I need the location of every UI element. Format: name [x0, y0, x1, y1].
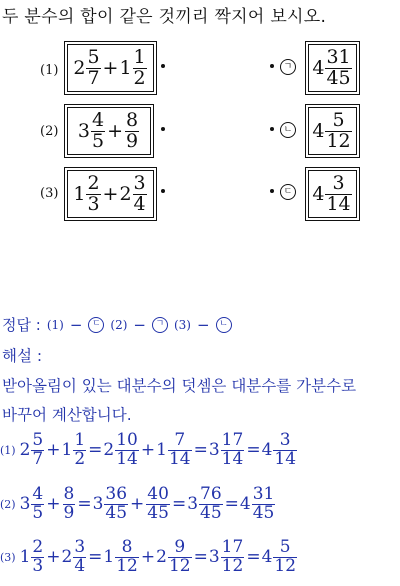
- numerator: 8: [63, 484, 75, 504]
- numerator: 40: [147, 484, 169, 504]
- left-item-expr-1: [73, 45, 147, 89]
- explanation-line-2: 바꾸어 계산합니다.: [2, 406, 132, 424]
- fraction: [86, 171, 100, 215]
- denominator: 12: [326, 129, 351, 152]
- numerator: 3: [279, 430, 291, 450]
- fraction: [325, 171, 351, 215]
- solution-2: [0, 486, 276, 523]
- explanation-label: 해설 :: [2, 347, 43, 365]
- left-item-box-2: [64, 104, 154, 158]
- fraction: [104, 486, 128, 523]
- whole-part: 3: [92, 494, 104, 515]
- denominator: 4: [133, 192, 146, 215]
- solution-num-2: (2): [0, 497, 16, 511]
- solution-expr-3: [20, 539, 298, 576]
- whole-part: 1: [103, 547, 115, 568]
- fraction: [86, 45, 100, 89]
- numerator: 3: [74, 537, 86, 557]
- numerator: 4: [91, 108, 105, 131]
- match-dot-right-2[interactable]: [270, 127, 274, 131]
- fraction: [133, 171, 147, 215]
- left-item-box-1: [64, 41, 157, 95]
- operator: +: [140, 547, 156, 568]
- numerator: 2: [32, 537, 44, 557]
- answer-marker-1-icon: ㄷ: [88, 317, 104, 333]
- right-item-box-2: [305, 104, 360, 158]
- whole-part: 3: [208, 547, 220, 568]
- operator: =: [88, 440, 103, 461]
- denominator: 45: [326, 66, 351, 89]
- left-item-expr-2: [77, 108, 140, 152]
- numerator: 17: [221, 430, 244, 450]
- whole-part: 2: [19, 440, 31, 461]
- operator: =: [224, 494, 239, 515]
- denominator: 14: [168, 448, 191, 469]
- denominator: 45: [147, 502, 169, 523]
- fraction: [31, 486, 44, 523]
- fraction: [91, 108, 105, 152]
- answer-num-1: (1): [46, 317, 64, 332]
- denominator: 12: [221, 555, 244, 576]
- fraction: [125, 108, 139, 152]
- fraction: [168, 539, 192, 576]
- operator: =: [88, 547, 103, 568]
- denominator: 4: [74, 555, 86, 576]
- solution-expr-2: [20, 486, 277, 523]
- match-dot-left-2[interactable]: [161, 127, 165, 131]
- match-dot-left-3[interactable]: [161, 189, 165, 193]
- operator: =: [246, 547, 261, 568]
- fraction: [168, 432, 192, 469]
- marker-digeut-icon: ㄷ: [280, 184, 296, 200]
- fraction: [146, 486, 170, 523]
- whole-part: 4: [312, 183, 325, 205]
- numerator: 17: [221, 537, 244, 557]
- numerator: 3: [332, 171, 345, 194]
- whole-part: 4: [261, 547, 273, 568]
- fraction: [73, 539, 86, 576]
- answer-dash-3: −: [196, 315, 210, 334]
- left-item-label-3: (3): [40, 186, 59, 201]
- numerator: 9: [174, 537, 186, 557]
- numerator: 31: [252, 484, 275, 504]
- fraction: [115, 432, 139, 469]
- numerator: 8: [121, 537, 133, 557]
- answer-dash-2: −: [133, 315, 146, 334]
- whole-part: 2: [119, 183, 132, 205]
- solution-3: [0, 539, 298, 576]
- numerator: 3: [133, 171, 146, 194]
- fraction: [73, 432, 86, 469]
- explanation-line-1: 받아올림이 있는 대분수의 덧셈은 대분수를 가분수로: [2, 377, 357, 395]
- whole-part: 4: [312, 120, 325, 142]
- solution-1: [0, 432, 298, 469]
- denominator: 3: [87, 192, 100, 215]
- fraction: [31, 432, 44, 469]
- match-dot-right-3[interactable]: [270, 189, 274, 193]
- denominator: 45: [252, 502, 275, 523]
- denominator: 2: [133, 66, 146, 89]
- whole-part: 3: [19, 494, 31, 515]
- whole-part: 2: [103, 440, 115, 461]
- denominator: 12: [274, 555, 297, 576]
- whole-part: 3: [77, 120, 90, 142]
- operator: +: [46, 494, 61, 515]
- answer-label: 정답 :: [2, 316, 41, 334]
- denominator: 5: [32, 502, 44, 523]
- operator: +: [140, 440, 156, 461]
- operator: +: [107, 120, 123, 142]
- numerator: 31: [326, 45, 351, 68]
- answer-num-3: (3): [173, 317, 191, 332]
- fraction: [273, 432, 297, 469]
- fraction: [325, 45, 351, 89]
- left-item-label-2: (2): [40, 124, 59, 139]
- solution-expr-1: [20, 432, 298, 469]
- right-item-value-1: [312, 45, 352, 89]
- numerator: 7: [174, 430, 186, 450]
- right-item-box-3: [305, 167, 360, 221]
- operator: +: [46, 440, 61, 461]
- numerator: 76: [200, 484, 222, 504]
- answer-marker-3-icon: ㄴ: [216, 317, 232, 333]
- numerator: 10: [116, 430, 138, 450]
- denominator: 14: [274, 448, 297, 469]
- match-dot-left-1[interactable]: [161, 64, 165, 68]
- operator: +: [46, 547, 61, 568]
- operator: +: [130, 494, 145, 515]
- numerator: 36: [105, 484, 128, 504]
- numerator: 1: [133, 45, 146, 68]
- fraction: [252, 486, 276, 523]
- whole-part: 2: [61, 547, 73, 568]
- solution-num-1: (1): [0, 443, 16, 457]
- fraction: [133, 45, 147, 89]
- fraction: [199, 486, 223, 523]
- operator: =: [246, 440, 261, 461]
- denominator: 7: [87, 66, 100, 89]
- whole-part: 4: [239, 494, 251, 515]
- marker-giyeok-icon: ㄱ: [280, 59, 296, 75]
- operator: +: [102, 57, 119, 79]
- whole-part: 2: [73, 57, 86, 79]
- fraction: [273, 539, 297, 576]
- answer-num-2: (2): [110, 317, 128, 332]
- operator: =: [193, 547, 208, 568]
- denominator: 7: [32, 448, 44, 469]
- whole-part: 3: [187, 494, 199, 515]
- right-item-box-1: [305, 41, 360, 95]
- answer-dash-1: −: [69, 315, 83, 334]
- denominator: 14: [221, 448, 244, 469]
- fraction: [221, 432, 245, 469]
- denominator: 12: [168, 555, 191, 576]
- whole-part: 1: [156, 440, 167, 461]
- numerator: 5: [332, 108, 345, 131]
- fraction: [221, 539, 245, 576]
- denominator: 14: [116, 448, 138, 469]
- denominator: 45: [200, 502, 222, 523]
- fraction: [115, 539, 139, 576]
- whole-part: 1: [61, 440, 73, 461]
- match-dot-right-1[interactable]: [270, 64, 274, 68]
- numerator: 8: [126, 108, 139, 131]
- fraction: [325, 108, 351, 152]
- denominator: 45: [105, 502, 128, 523]
- marker-nieun-icon: ㄴ: [280, 122, 296, 138]
- whole-part: 4: [261, 440, 273, 461]
- whole-part: 1: [73, 183, 86, 205]
- left-item-label-1: (1): [40, 63, 59, 78]
- numerator: 1: [74, 430, 86, 450]
- whole-part: 3: [208, 440, 220, 461]
- whole-part: 1: [119, 57, 132, 79]
- operator: =: [171, 494, 187, 515]
- fraction: [63, 486, 76, 523]
- denominator: 5: [91, 129, 105, 152]
- denominator: 2: [74, 448, 86, 469]
- numerator: 4: [32, 484, 44, 504]
- denominator: 12: [116, 555, 138, 576]
- whole-part: 2: [156, 547, 167, 568]
- denominator: 14: [326, 192, 351, 215]
- whole-part: 1: [19, 547, 31, 568]
- operator: =: [193, 440, 208, 461]
- operator: +: [102, 183, 119, 205]
- numerator: 2: [87, 171, 100, 194]
- answer-line: [2, 314, 232, 335]
- right-item-value-3: [312, 171, 352, 215]
- denominator: 9: [126, 129, 139, 152]
- denominator: 3: [32, 555, 44, 576]
- whole-part: 4: [312, 57, 325, 79]
- solution-num-3: (3): [0, 550, 16, 564]
- right-item-value-2: [312, 108, 352, 152]
- fraction: [31, 539, 44, 576]
- numerator: 5: [279, 537, 291, 557]
- answer-marker-2-icon: ㄱ: [152, 317, 168, 333]
- operator: =: [77, 494, 92, 515]
- left-item-box-3: [64, 167, 157, 221]
- question-title: 두 분수의 합이 같은 것끼리 짝지어 보시오.: [2, 7, 327, 27]
- numerator: 5: [87, 45, 100, 68]
- numerator: 5: [32, 430, 44, 450]
- denominator: 9: [63, 502, 75, 523]
- left-item-expr-3: [73, 171, 147, 215]
